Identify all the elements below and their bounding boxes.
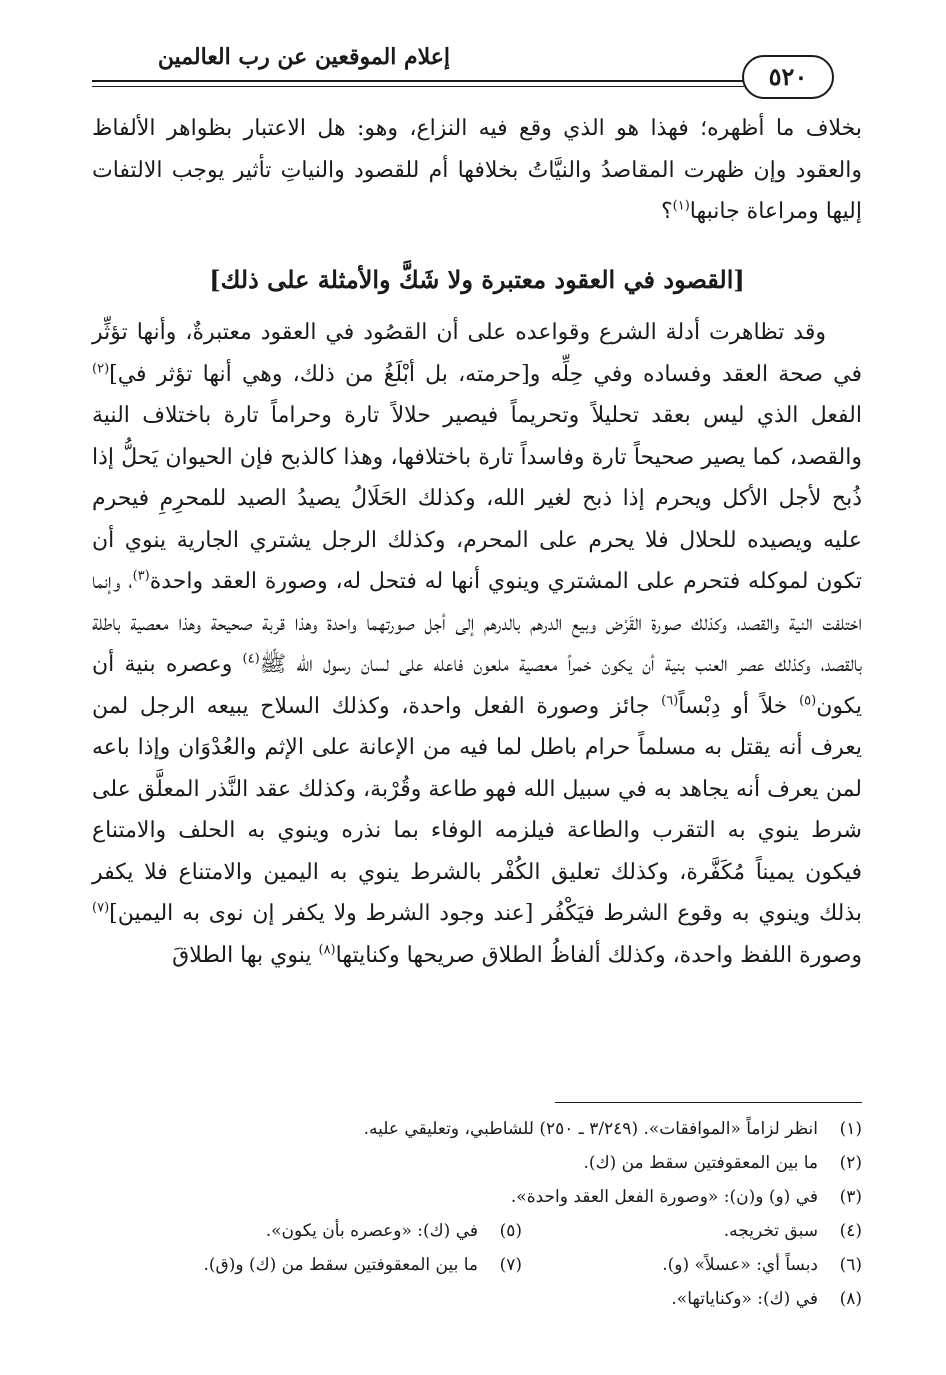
text-run: ، وإنما اختلفت النية والقصد، وكذلك صورة القَرْض وبيع الدرهم بالدرهم إلى أجل صورتهما واحدة وهذا قربة صحيحة وهذا معصية باطلة بالقصد، وكذلك عصر العنب بنية أن يكون خمراً معصية ملعون فاعله على لسان رسول الله ﷺ	[92, 569, 862, 677]
footnote-marker: (٧)	[92, 900, 110, 916]
footnote-marker: (٦)	[661, 693, 679, 709]
footnote-text: ما بين المعقوفتين سقط من (ك).	[583, 1153, 818, 1173]
footnote-number: (٤)	[839, 1221, 862, 1241]
footnote-row	[92, 1112, 862, 1146]
footnote-text: في (ك): «وكناياتها».	[671, 1289, 818, 1309]
intro-paragraph	[92, 108, 862, 233]
footnote-row	[92, 1248, 862, 1282]
footnote-marker: (٢)	[92, 361, 110, 377]
header-rule	[92, 80, 744, 82]
footnote-marker: (٣)	[132, 568, 150, 584]
text-run: وصورة اللفظ واحدة، وكذلك ألفاظُ الطلاق صريحها وكنايتها	[335, 942, 862, 968]
footnote-marker: (٥)	[799, 693, 817, 709]
footnote-text: في (و) و(ن): «وصورة الفعل العقد واحدة».	[510, 1187, 818, 1207]
footnote-7	[203, 1248, 522, 1282]
footnote-text: ما بين المعقوفتين سقط من (ك) و(ق).	[203, 1255, 478, 1275]
section-heading: [القصود في العقود معتبرة ولا شَكَّ والأمثلة على ذلك]	[209, 264, 745, 294]
text-run: ينوي بها الطلاقَ	[172, 942, 319, 968]
text-run: جائز وصورة الفعل واحدة، وكذلك السلاح يبيعه الرجل لمن يعرف أنه يقتل به مسلماً حرام باطل لما فيه من الإعانة على الإثم والعُدْوَان وإذا باعه لمن يعرف أنه يجاهد به في سبيل الله فهو طاعة وقُرْبة، وكذلك عقد النَّذر المعلَّق على شرط ينوي به التقرب والطاعة فيلزمه الوفاء بما نذره وينوي به الحلف والامتناع فيكون يميناً مُكَفَّرة، وكذلك تعليق الكُفْر بالشرط ينوي به اليمين والامتناع فلا يكفر بذلك وينوي به وقوع الشرط فيَكْفُر [عند وجود الشرط ولا يكفر إن نوى به اليمين]	[92, 693, 862, 926]
footnote-8	[671, 1282, 862, 1316]
footnote-marker: (١)	[672, 198, 690, 214]
footnote-number: (٦)	[839, 1255, 862, 1275]
footnote-4	[522, 1214, 862, 1248]
footnote-6	[522, 1248, 862, 1282]
footnote-row	[92, 1146, 862, 1180]
footnote-number: (١)	[839, 1119, 862, 1139]
running-title: إعلام الموقعين عن رب العالمين	[157, 44, 450, 70]
header-rule-thin	[92, 86, 744, 87]
footnote-row	[92, 1214, 862, 1248]
footnote-number: (٣)	[839, 1187, 862, 1207]
footnote-marker: (٨)	[318, 942, 336, 958]
footnote-1	[364, 1112, 862, 1146]
footnote-text: سبق تخريجه.	[723, 1221, 818, 1241]
footnote-number: (٢)	[839, 1153, 862, 1173]
intro-end: ؟	[660, 199, 673, 224]
footnote-2	[584, 1146, 862, 1180]
footnote-separator	[555, 1102, 862, 1103]
text-run: وقد تظاهرت أدلة الشرع وقواعده على أن القصُود في العقود معتبرةٌ، وأنها تؤثِّر في صحة العقد وفساده وفي حِلِّه و[حرمته، بل أبْلَغُ من ذلك، وهي أنها تؤثر في]	[92, 320, 862, 387]
footnote-3	[511, 1180, 862, 1214]
footnote-text: دبساً أي: «عسلاً» (و).	[662, 1255, 818, 1275]
footnote-number: (٥)	[499, 1221, 522, 1241]
footnotes	[92, 1112, 862, 1316]
footnote-text: في (ك): «وعصره بأن يكون».	[265, 1221, 478, 1241]
text-run: وعصره بنية أن يكون	[92, 652, 862, 719]
footnote-number: (٨)	[839, 1289, 862, 1309]
text-run: خلاً أو دِبْساً	[678, 693, 800, 719]
main-paragraph	[92, 312, 862, 976]
intro-text: بخلاف ما أظهره؛ فهذا هو الذي وقع فيه النزاع، وهو: هل الاعتبار بظواهر الألفاظ والعقود وإن ظهرت المقاصدُ والنيَّاتُ بخلافها أم للقصود والنياتِ تأثير يوجب الالتفات إليها ومراعاة جانبها	[92, 116, 862, 224]
footnote-number: (٧)	[499, 1255, 522, 1275]
footnote-text: انظر لزاماً «الموافقات». (٣/٢٤٩ ـ ٢٥٠) للشاطبي، وتعليقي عليه.	[363, 1119, 818, 1139]
text-run: الفعل الذي ليس بعقد تحليلاً وتحريماً فيصير حلالاً تارة وحراماً تارة باختلاف النية والقصد، كما يصير صحيحاً تارة وفاسداً تارة باختلافها، وهذا كالذبح فإن الحيوان يَحلُّ إذا ذُبح لأجل الأكل ويحرم إذا ذبح لغير الله، وكذلك الحَلَالُ يصيدُ الصيد للمحرِمِ فيحرم عليه ويصيده للحلال فلا يحرم على المحرم، وكذلك الرجل يشتري الجارية ينوي أن تكون لموكله فتحرم على المشتري وينوي أنها له فتحل له، وصورة العقد واحدة	[92, 403, 862, 594]
footnote-row	[92, 1282, 862, 1316]
footnote-row	[92, 1180, 862, 1214]
page-number: ٥٢٠	[742, 55, 834, 99]
main-text	[92, 108, 862, 976]
footnote-5	[266, 1214, 522, 1248]
footnote-marker: (٤)	[242, 651, 260, 667]
